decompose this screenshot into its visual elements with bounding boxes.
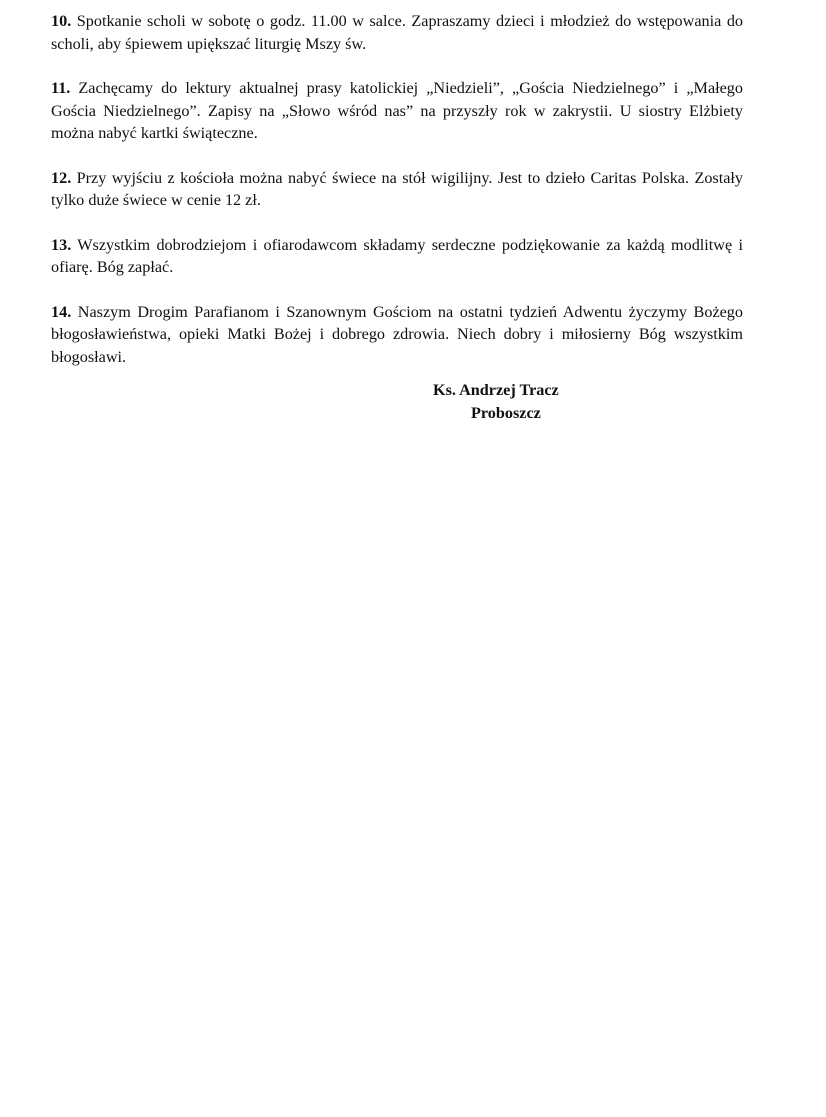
signature-name: Ks. Andrzej Tracz bbox=[433, 381, 559, 399]
announcement-12 bbox=[51, 167, 743, 212]
announcements-list bbox=[51, 10, 744, 422]
announcement-text: Naszym Drogim Parafianom i Szanownym Gościom na ostatni tydzień Adwentu życzymy Bożego błogosławieństwa, opieki Matki Bożej i dobrego zdrowia. Niech dobry i miłosierny Bóg wszystkim błogosławi. bbox=[51, 302, 743, 366]
announcement-number: 12. bbox=[51, 168, 72, 187]
announcement-number: 11. bbox=[51, 79, 71, 97]
announcement-text: Spotkanie scholi w sobotę o godz. 11.00 w salce. Zapraszamy dzieci i młodzież do wstępowania do scholi, aby śpiewem upiększać liturgię Mszy św. bbox=[51, 12, 744, 53]
announcement-number: 14. bbox=[51, 302, 72, 321]
signature-title: Proboszcz bbox=[471, 404, 541, 422]
announcement-number: 10. bbox=[51, 12, 72, 30]
announcement-14 bbox=[51, 301, 743, 369]
announcement-11 bbox=[51, 77, 743, 145]
announcement-text: Wszystkim dobrodziejom i ofiarodawcom składamy serdeczne podziękowanie za każdą modlitwę i ofiarę. Bóg zapłać. bbox=[51, 235, 743, 276]
announcement-10 bbox=[51, 10, 743, 55]
announcement-text: Przy wyjściu z kościoła można nabyć świece na stół wigilijny. Jest to dzieło Caritas Polska. Zostały tylko duże świece w cenie 12 zł. bbox=[51, 168, 744, 209]
announcement-number: 13. bbox=[51, 235, 72, 254]
announcement-text: Zachęcamy do lektury aktualnej prasy katolickiej „Niedzieli”, „Gościa Niedzielnego” i „Małego Gościa Niedzielnego”. Zapisy na „Słowo wśród nas” na przyszły rok w zakrystii. U siostry Elżbiety można nabyć kartki świąteczne. bbox=[51, 79, 743, 142]
announcement-13 bbox=[51, 234, 743, 279]
